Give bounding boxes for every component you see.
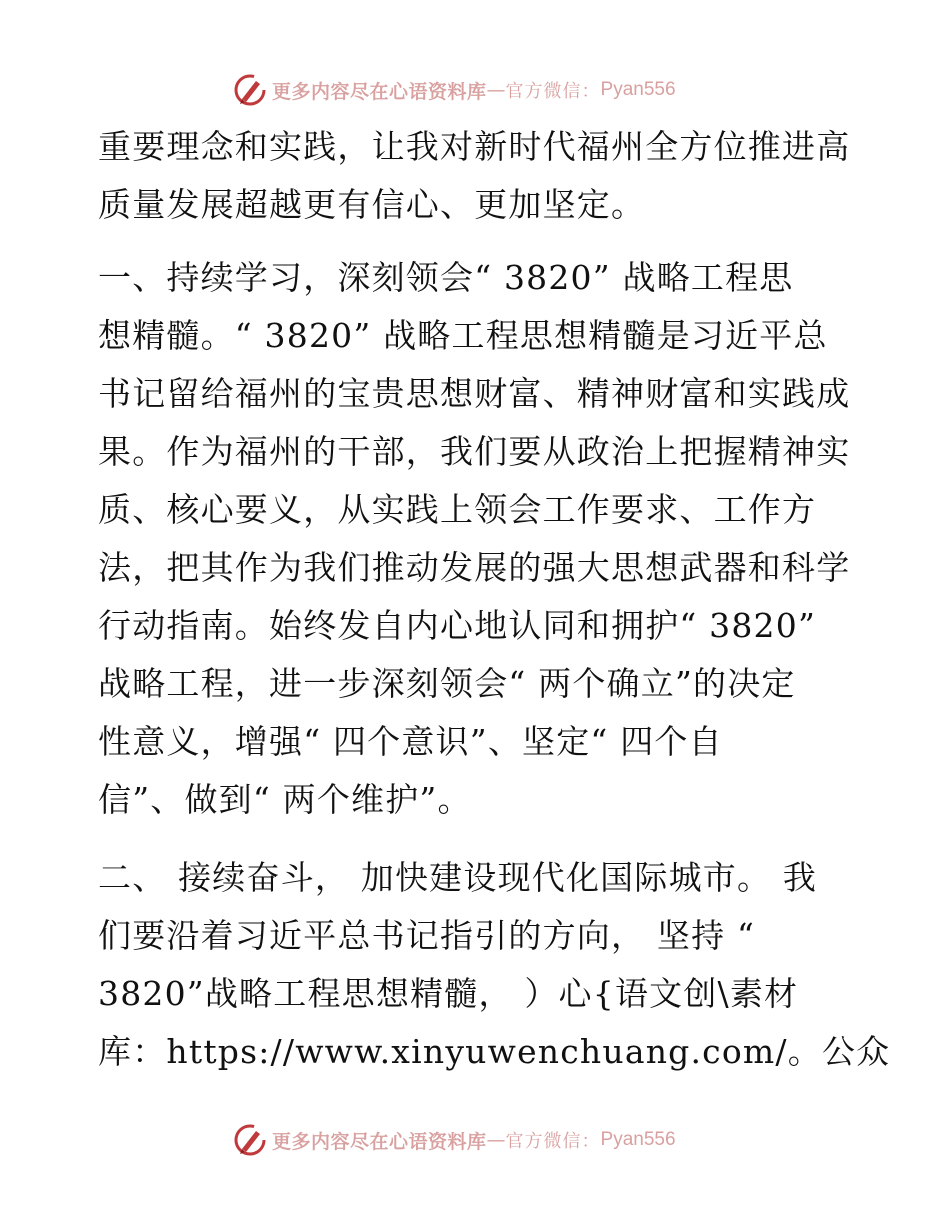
body-line: 二、 接续奋斗， 加快建设现代化国际城市。 我	[98, 858, 818, 897]
body-line: 库：https://www.xinyuwenchuang.com/。公众	[98, 1032, 891, 1071]
body-line: 质量发展超越更有信心、更加坚定。	[98, 185, 646, 224]
body-line: 信”、做到“ 两个维护”。	[98, 780, 472, 819]
body-line: 一、持续学习，深刻领会“ 3820” 战略工程思	[98, 258, 794, 297]
header-banner-dash: —	[486, 79, 506, 101]
body-line: 3820”战略工程思想精髓， ）心{语文创\素材	[98, 974, 799, 1013]
footer-banner-content	[232, 1120, 676, 1160]
body-line: 战略工程，进一步深刻领会“ 两个确立”的决定	[98, 664, 796, 703]
body-line: 想精髓。“ 3820” 战略工程思想精髓是习近平总	[98, 316, 828, 355]
pen-logo-icon	[232, 1122, 268, 1158]
body-line: 书记留给福州的宝贵思想财富、精神财富和实践成	[98, 374, 851, 413]
body-line: 质、核心要义，从实践上领会工作要求、工作方	[98, 490, 817, 529]
header-banner-title: 更多内容尽在心语资料库	[272, 80, 487, 103]
body-line: 行动指南。始终发自内心地认同和拥护“ 3820”	[98, 606, 817, 645]
header-banner-content	[232, 70, 676, 110]
body-line: 重要理念和实践，让我对新时代福州全方位推进高	[98, 127, 851, 166]
body-line: 果。作为福州的干部，我们要从政治上把握精神实	[98, 432, 851, 471]
footer-banner-wechat-id: Pyan556	[600, 1129, 676, 1150]
header-banner-wechat-id: Pyan556	[600, 79, 676, 100]
body-line: 法，把其作为我们推动发展的强大思想武器和科学	[98, 548, 851, 587]
footer-banner-subtitle: 官方微信：	[505, 1131, 601, 1152]
footer-banner-dash: —	[486, 1129, 506, 1151]
footer-banner-title: 更多内容尽在心语资料库	[272, 1130, 487, 1153]
header-banner	[0, 70, 950, 110]
header-banner-subtitle: 官方微信：	[505, 81, 601, 102]
pen-logo-icon	[232, 72, 268, 108]
body-line: 性意义，增强“ 四个意识”、坚定“ 四个自	[98, 722, 723, 761]
body-line: 们要沿着习近平总书记指引的方向， 坚持 “	[98, 916, 756, 955]
footer-banner	[0, 1120, 950, 1160]
